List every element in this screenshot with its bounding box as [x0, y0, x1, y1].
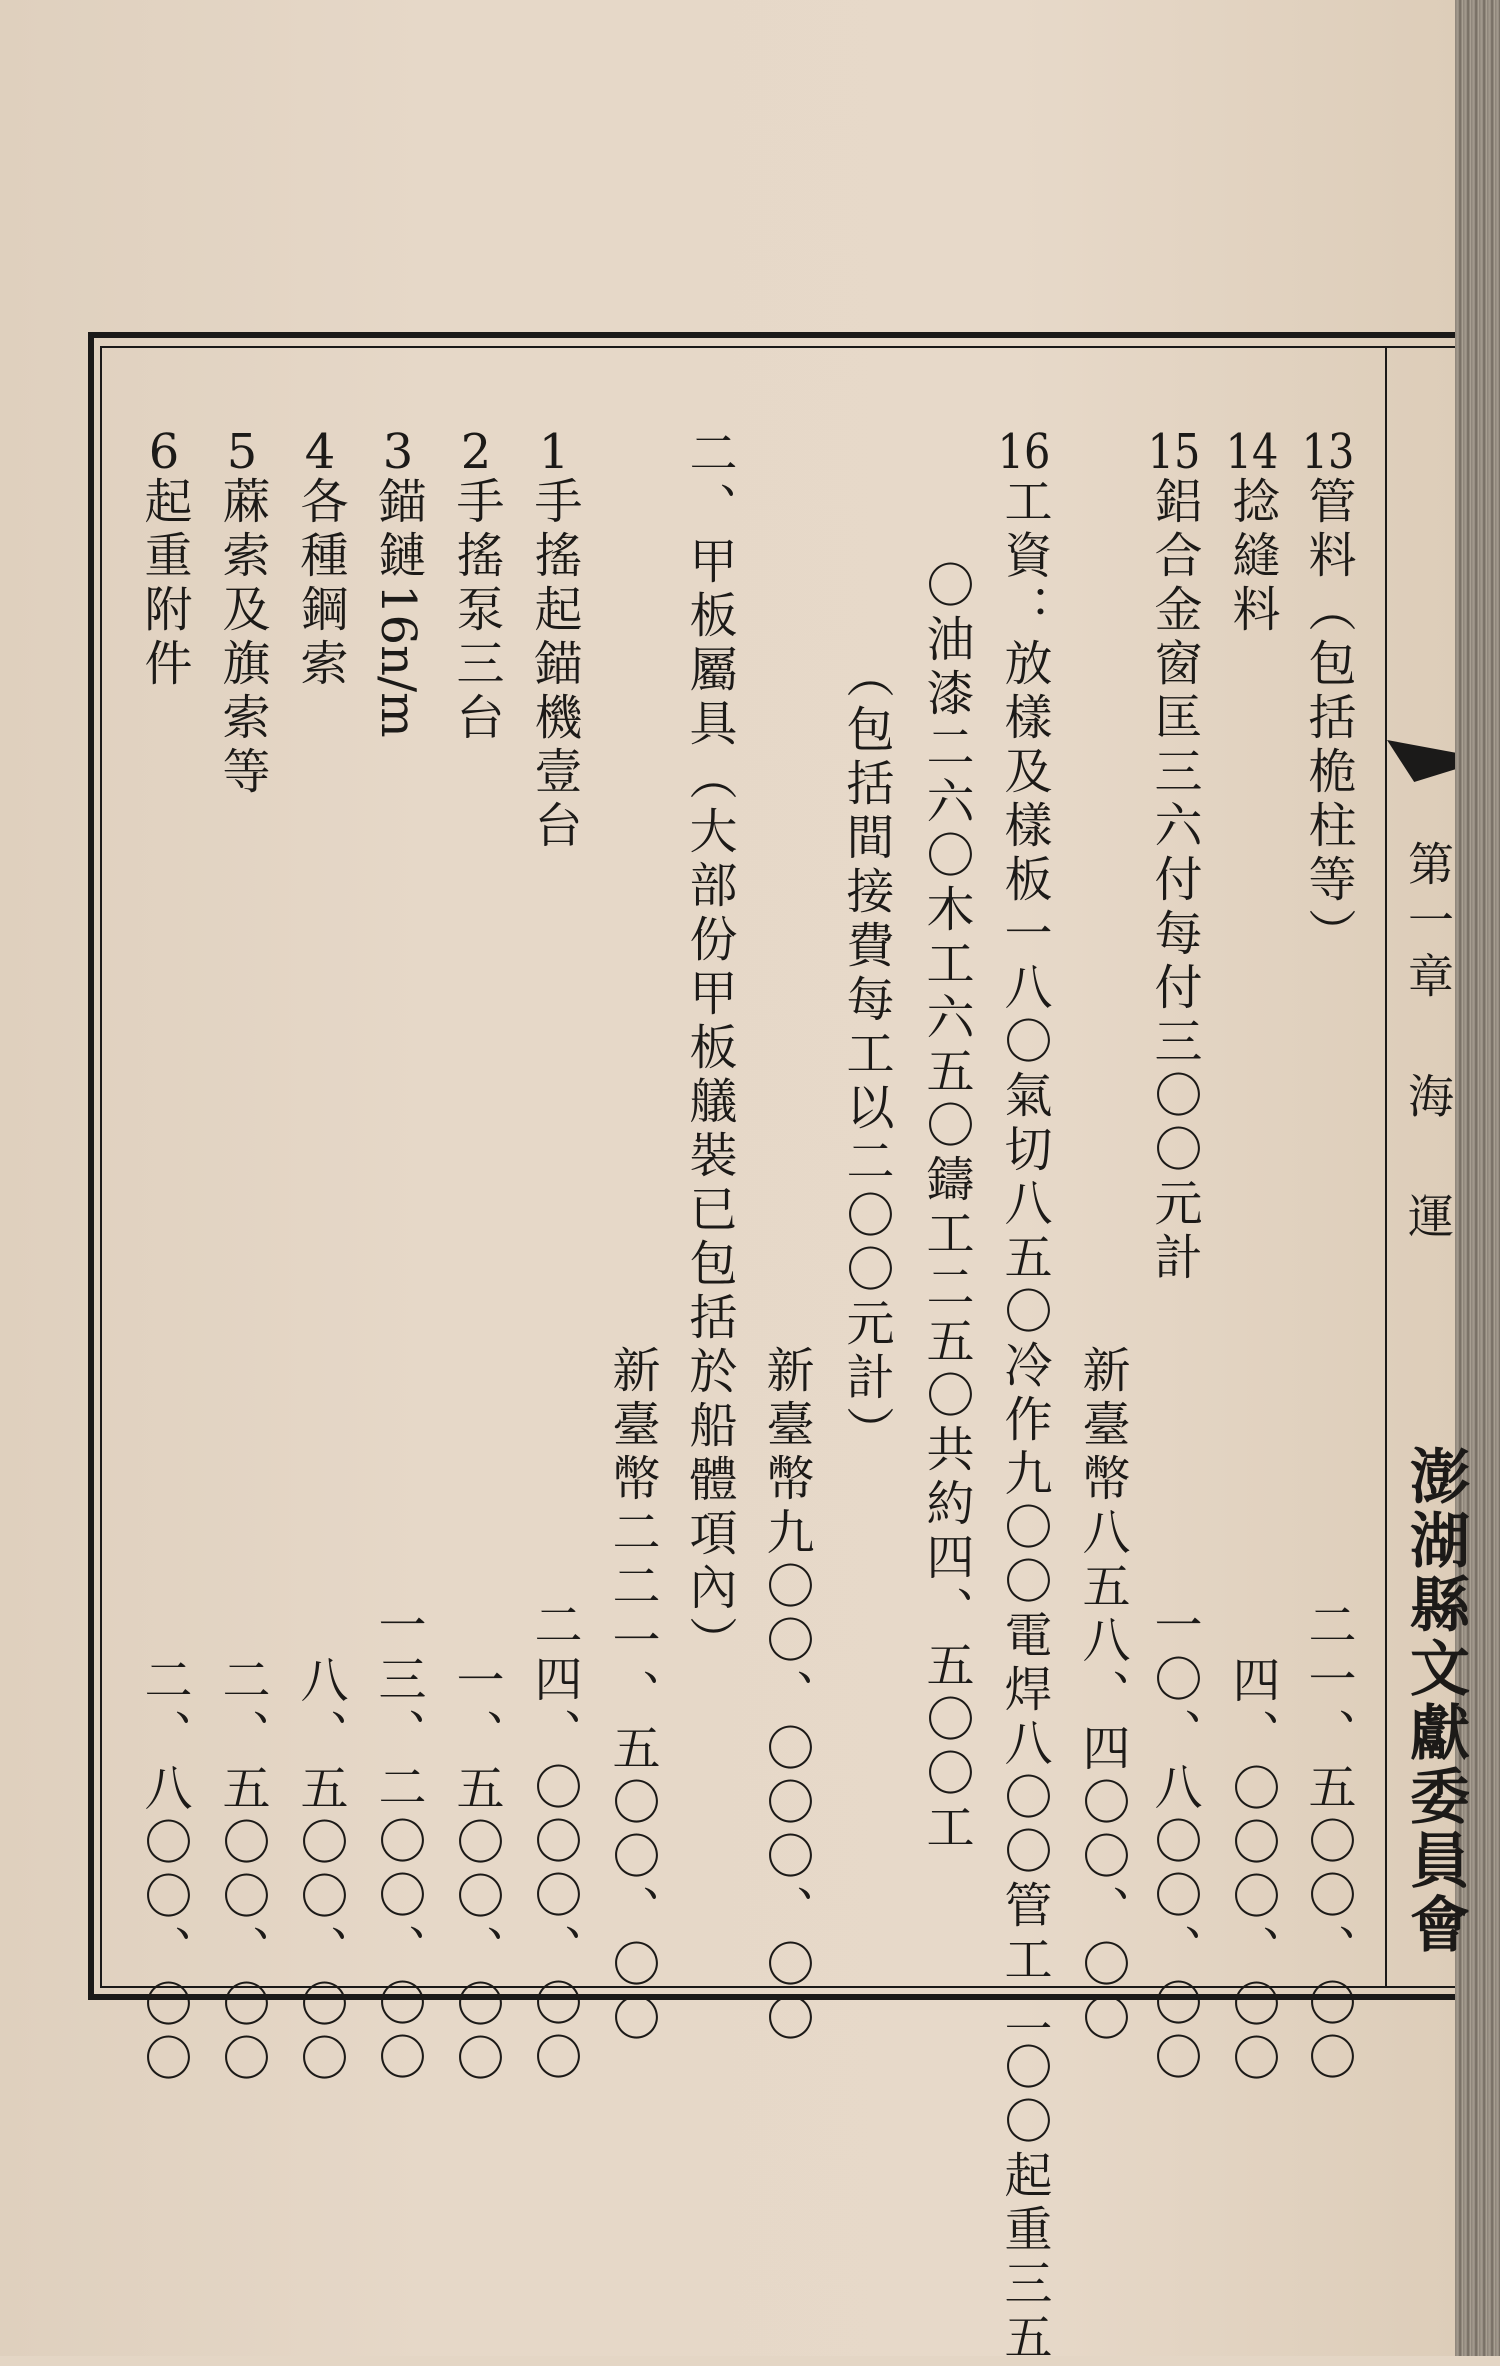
item-16-subtotal-2: 新臺幣九〇〇、〇〇〇、〇〇 — [758, 1345, 814, 2047]
item-16: 16工資：放樣及樣板一八〇氣切八五〇冷作九〇〇電焊八〇〇管工二〇〇起重三五 — [996, 428, 1052, 2366]
item-14-amount: 四、〇〇〇、〇〇 — [1224, 1655, 1280, 2087]
item-13: 13管料（包括桅柱等） — [1300, 428, 1356, 962]
item-16-subtotal-1: 新臺幣八五八、四〇〇、〇〇 — [1074, 1345, 1130, 2047]
deck-item-3: 3錨鏈16n/m — [370, 428, 426, 738]
deck-item-4-amount: 八、五〇〇、〇〇 — [292, 1655, 348, 2087]
item-15: 15鋁合金窗匡三六付每付三〇〇元計 — [1146, 428, 1202, 1286]
deck-item-5: 5蔴索及旗索等 — [214, 428, 270, 800]
publisher-title: 澎湖縣文獻委員會 — [1400, 1445, 1470, 1957]
deck-item-6-amount: 二、八〇〇、〇〇 — [136, 1655, 192, 2087]
section-2-total: 新臺幣二二一、五〇〇、〇〇 — [604, 1345, 660, 2047]
header-divider — [1385, 346, 1387, 1988]
deck-item-1-amount: 二四、〇〇〇、〇〇 — [526, 1600, 582, 2086]
section-2-heading: 二、甲板屬具（大部份甲板艤裝已包括於船體項內） — [681, 428, 737, 1670]
deck-item-4: 4各種鋼索 — [292, 428, 348, 692]
item-15-amount: 一〇、八〇〇、〇〇 — [1146, 1600, 1202, 2086]
item-13-amount: 二一、五〇〇、〇〇 — [1300, 1600, 1356, 2086]
chapter-heading: 第一章 海 運 — [1401, 840, 1455, 1248]
deck-item-3-amount: 一三、二〇〇、〇〇 — [370, 1600, 426, 2086]
deck-item-2: 2手搖泵三台 — [448, 428, 504, 746]
deck-item-6: 6起重附件 — [136, 428, 192, 692]
deck-item-2-amount: 一、五〇〇、〇〇 — [448, 1655, 504, 2087]
item-14: 14捻縫料 — [1224, 428, 1280, 638]
item-16-line-3: （包括間接費每工以二〇〇元計） — [838, 650, 894, 1460]
deck-item-1: 1手搖起錨機壹台 — [526, 428, 582, 854]
deck-item-5-amount: 二、五〇〇、〇〇 — [214, 1655, 270, 2087]
item-16-line-2: 〇油漆二六〇木工六五〇鑄工二五〇共約四、五〇〇工 — [918, 560, 974, 1856]
page-edge — [1455, 0, 1500, 2356]
